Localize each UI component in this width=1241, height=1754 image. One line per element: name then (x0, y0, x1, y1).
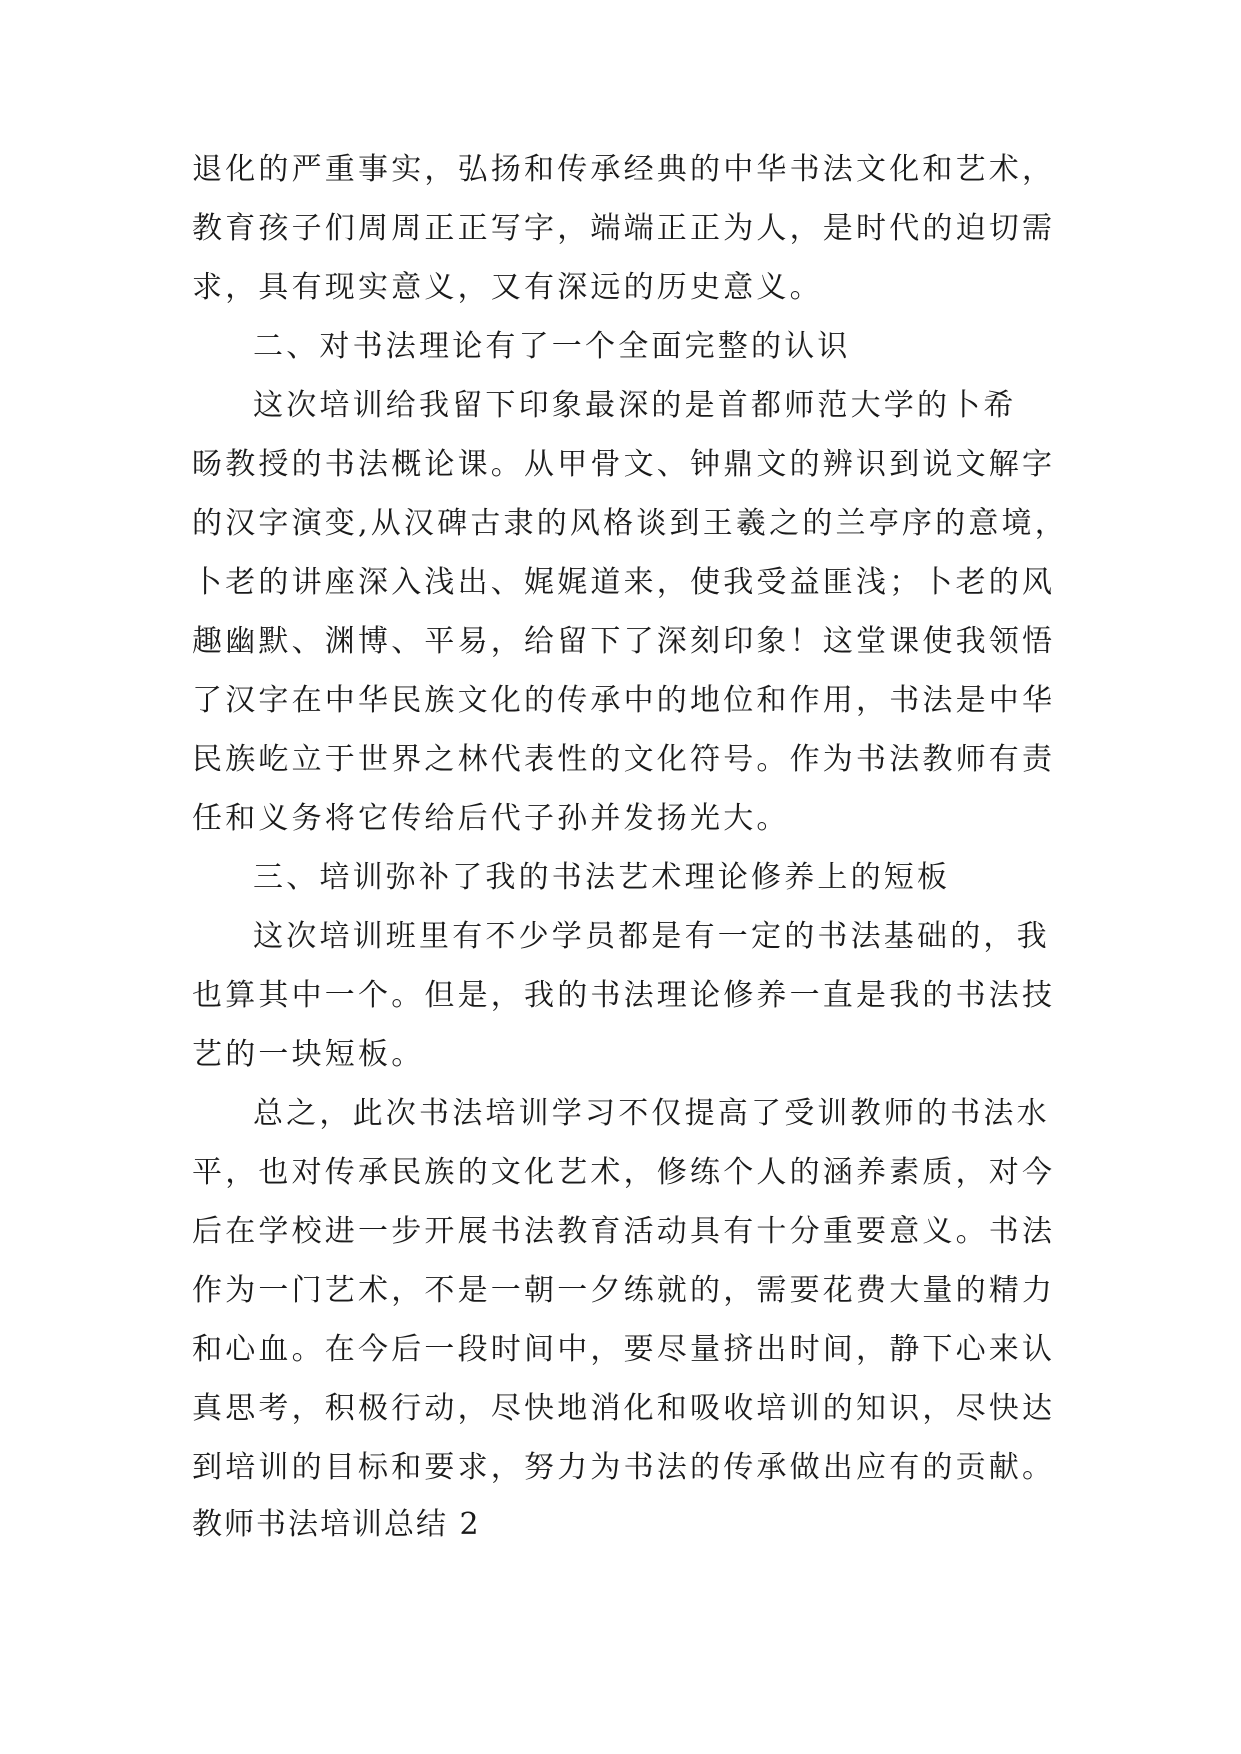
section-heading: 三、培训弥补了我的书法艺术理论修养上的短板 (253, 860, 951, 895)
section-heading: 二、对书法理论有了一个全面完整的认识 (253, 329, 851, 364)
text-line: 趣幽默、渊博、平易，给留下了深刻印象！这堂课使我领悟 (192, 624, 1056, 659)
text-line: 求，具有现实意义，又有深远的历史意义。 (192, 270, 823, 305)
paragraph-first-line: 这次培训班里有不少学员都是有一定的书法基础的，我 (253, 919, 1050, 954)
paragraph-first-line: 这次培训给我留下印象最深的是首都师范大学的卜希 (253, 388, 1017, 423)
text-line: 到培训的目标和要求，努力为书法的传承做出应有的贡献。 (192, 1450, 1056, 1485)
text-line: 教育孩子们周周正正写字，端端正正为人，是时代的迫切需 (192, 211, 1056, 246)
text-line: 了汉字在中华民族文化的传承中的地位和作用，书法是中华 (192, 683, 1056, 718)
text-line: 任和义务将它传给后代子孙并发扬光大。 (192, 801, 790, 836)
text-line: 后在学校进一步开展书法教育活动具有十分重要意义。书法 (192, 1214, 1056, 1249)
text-line: 和心血。在今后一段时间中，要尽量挤出时间，静下心来认 (192, 1332, 1056, 1367)
text-line: 卜老的讲座深入浅出、娓娓道来，使我受益匪浅；卜老的风 (192, 565, 1056, 600)
text-line: 作为一门艺术，不是一朝一夕练就的，需要花费大量的精力 (192, 1273, 1056, 1308)
paragraph-first-line: 总之，此次书法培训学习不仅提高了受训教师的书法水 (253, 1096, 1050, 1131)
text-line: 平，也对传承民族的文化艺术，修练个人的涵养素质，对今 (192, 1155, 1056, 1190)
text-line: 艺的一块短板。 (192, 1037, 425, 1072)
text-line: 也算其中一个。但是，我的书法理论修养一直是我的书法技 (192, 978, 1056, 1013)
text-line: 退化的严重事实，弘扬和传承经典的中华书法文化和艺术， (192, 152, 1056, 187)
text-line: 民族屹立于世界之林代表性的文化符号。作为书法教师有责 (192, 742, 1056, 777)
document-title: 教师书法培训总结 2 (192, 1507, 481, 1542)
text-line: 旸教授的书法概论课。从甲骨文、钟鼎文的辨识到说文解字 (192, 447, 1056, 482)
text-line: 真思考，积极行动，尽快地消化和吸收培训的知识，尽快达 (192, 1391, 1056, 1426)
text-line: 的汉字演变,从汉碑古隶的风格谈到王羲之的兰亭序的意境， (192, 506, 1068, 541)
